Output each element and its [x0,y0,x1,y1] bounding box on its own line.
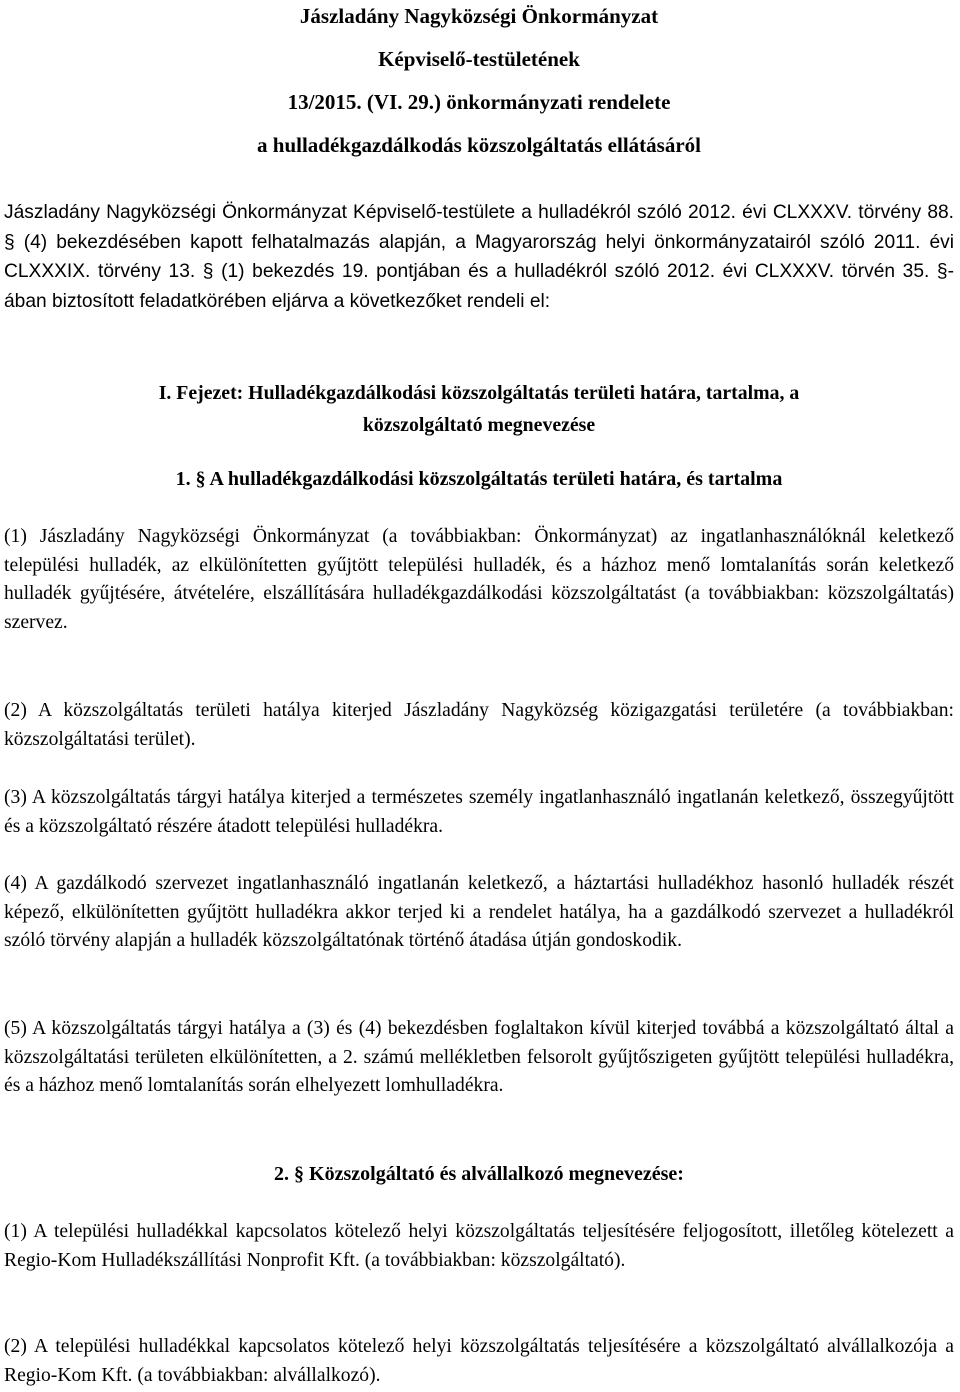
section-1-paragraph-5: (5) A közszolgáltatás tárgyi hatálya a (3) és (4) bekezdésben foglaltakon kívül kiterjed továbbá a közszolgáltató által a közszolgáltatási területen elkülönítetten, a 2. számú mellékletben felsorolt gyűjtőszigeten gyűjtött települési hulladékra, és a házhoz menő lomtalanítás során elhelyezett lomhulladékra. [4,1018,954,1096]
section-1-paragraph-4: (4) A gazdálkodó szervezet ingatlanhasználó ingatlanán keletkező, a háztartási hulladékhoz hasonló hulladék részét képező, elkülönítetten gyűjtött hulladékra akkor terjed ki a rendelet hatálya, ha a gazdálkodó szervezet a hulladékról szóló törvény alapján a hulladék közszolgáltatónak történő átadása útján gondoskodik. [4,873,954,951]
chapter-1-title-line-1: I. Fejezet: Hulladékgazdálkodási közszolgáltatás területi határa, tartalma, a [158,382,800,404]
chapter-1-title [4,377,954,441]
section-1-title: 1. § A hulladékgazdálkodási közszolgáltatás területi határa, és tartalma [175,468,783,490]
section-1-paragraph-2: (2) A közszolgáltatás területi hatálya kiterjed Jászladány Nagyközség közigazgatási területére (a továbbiakban: közszolgáltatási terület). [4,700,954,750]
preamble-paragraph: Jászladány Nagyközségi Önkormányzat Képviselő-testülete a hulladékról szóló 2012. évi CLXXXV. törvény 88. § (4) bekezdésében kapott felhatalmazás alapján, a Magyarország helyi önkormányzatairól szóló 2011. évi CLXXXIX. törvény 13. § (1) bekezdés 19. pontjában és a hulladékról szóló 2012. évi CLXXXV. törvén 35. §-ában biztosított feladatkörében eljárva a következőket rendeli el: [4,202,954,312]
header-decree-subject: a hulladékgazdálkodás közszolgáltatás ellátásáról [257,133,701,157]
chapter-1-title-line-2: közszolgáltató megnevezése [362,414,596,436]
section-1-paragraph-1: (1) Jászladány Nagyközségi Önkormányzat (a továbbiakban: Önkormányzat) az ingatlanhasználóknál keletkező települési hulladék, az elkülönítetten gyűjtött települési hulladék, és a házhoz menő lomtalanítás során keletkező hulladék gyűjtésére, átvételére, elszállítására hulladékgazdálkodási közszolgáltatást (a továbbiakban: közszolgáltatás) szervez. [4,526,954,633]
header-body: Képviselő-testületének [378,47,580,71]
section-2-title: 2. § Közszolgáltató és alvállalkozó megnevezése: [274,1163,684,1185]
section-1-paragraph-3: (3) A közszolgáltatás tárgyi hatálya kiterjed a természetes személy ingatlanhasználó ingatlanán keletkező, összegyűjtött és a közszolgáltató részére átadott települési hulladékra. [4,787,954,837]
header-municipality: Jászladány Nagyközségi Önkormányzat [299,4,659,28]
header-decree-number: 13/2015. (VI. 29.) önkormányzati rendelete [287,90,671,114]
section-2-paragraph-2: (2) A települési hulladékkal kapcsolatos kötelező helyi közszolgáltatás teljesítésére a közszolgáltató alvállalkozója a Regio-Kom Kft. (a továbbiakban: alvállalkozó). [4,1336,954,1386]
section-2-paragraph-1: (1) A települési hulladékkal kapcsolatos kötelező helyi közszolgáltatás teljesítésére feljogosított, illetőleg kötelezett a Regio-Kom Hulladékszállítási Nonprofit Kft. (a továbbiakban: közszolgáltató). [4,1221,954,1271]
